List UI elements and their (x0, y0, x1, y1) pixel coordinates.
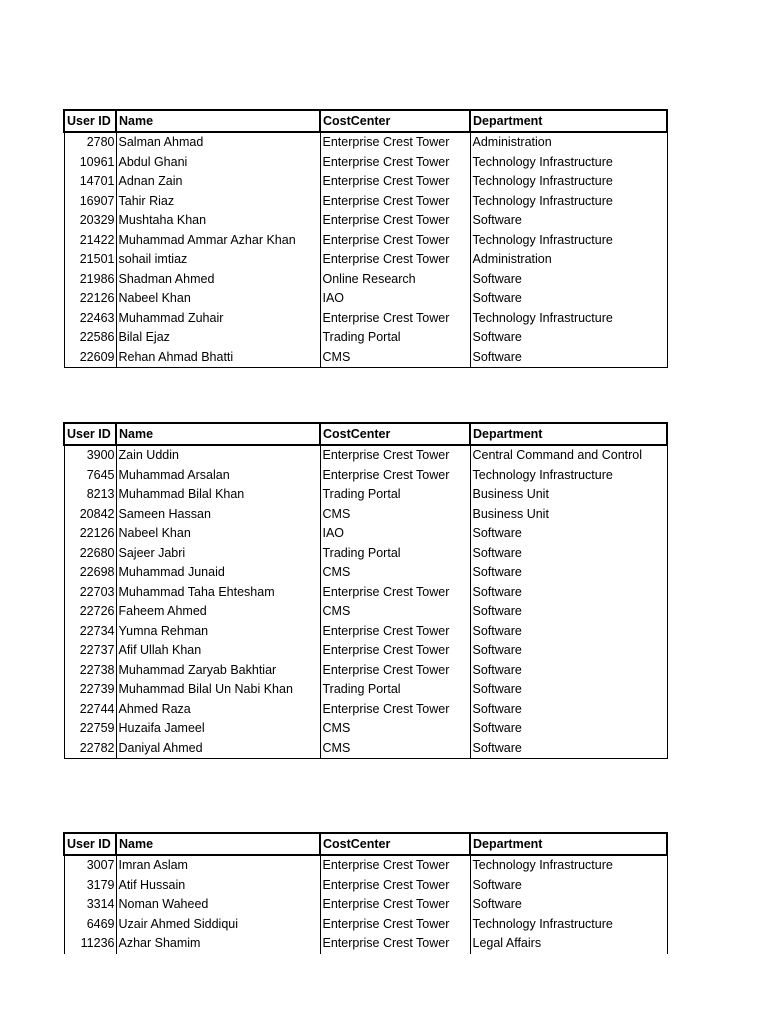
department-cell: Technology Infrastructure (470, 172, 667, 192)
user-id-cell: 2780 (64, 132, 116, 153)
department-cell: Technology Infrastructure (470, 309, 667, 329)
department-cell: Technology Infrastructure (470, 192, 667, 212)
user-id-cell: 22126 (64, 524, 116, 544)
name-cell: Nabeel Khan (116, 524, 320, 544)
user-id-cell: 20842 (64, 505, 116, 525)
cost-center-cell: Enterprise Crest Tower (320, 855, 470, 876)
department-cell: Technology Infrastructure (470, 855, 667, 876)
table-row (64, 855, 667, 876)
cost-center-cell: Enterprise Crest Tower (320, 661, 470, 681)
header-user-id: User ID (64, 833, 116, 855)
name-cell: Mushtaha Khan (116, 211, 320, 231)
department-cell: Central Command and Control (470, 445, 667, 466)
cost-center-cell: IAO (320, 289, 470, 309)
cost-center-cell: Enterprise Crest Tower (320, 231, 470, 251)
table-row (64, 485, 667, 505)
user-id-cell: 10961 (64, 153, 116, 173)
cost-center-cell: Enterprise Crest Tower (320, 192, 470, 212)
department-cell: Software (470, 563, 667, 583)
name-cell: Muhammad Bilal Khan (116, 485, 320, 505)
user-id-cell: 11236 (64, 934, 116, 954)
department-cell: Software (470, 583, 667, 603)
name-cell: Abdul Ghani (116, 153, 320, 173)
name-cell: Ahmed Raza (116, 700, 320, 720)
user-id-cell: 3179 (64, 876, 116, 896)
cost-center-cell: Enterprise Crest Tower (320, 250, 470, 270)
department-cell: Software (470, 270, 667, 290)
table-row (64, 895, 667, 915)
name-cell: Muhammad Taha Ehtesham (116, 583, 320, 603)
table-header-row (64, 110, 667, 132)
user-id-cell: 22739 (64, 680, 116, 700)
user-id-cell: 21501 (64, 250, 116, 270)
header-name: Name (116, 110, 320, 132)
department-cell: Administration (470, 132, 667, 153)
department-cell: Software (470, 348, 667, 368)
user-id-cell: 21422 (64, 231, 116, 251)
name-cell: Muhammad Ammar Azhar Khan (116, 231, 320, 251)
table-row (64, 153, 667, 173)
table-row (64, 348, 667, 368)
table-row (64, 661, 667, 681)
department-cell: Software (470, 524, 667, 544)
user-id-cell: 14701 (64, 172, 116, 192)
name-cell: Yumna Rehman (116, 622, 320, 642)
cost-center-cell: Enterprise Crest Tower (320, 153, 470, 173)
table-row (64, 544, 667, 564)
cost-center-cell: CMS (320, 563, 470, 583)
cost-center-cell: Enterprise Crest Tower (320, 445, 470, 466)
user-id-cell: 22698 (64, 563, 116, 583)
user-table-1 (63, 109, 668, 368)
table-row (64, 524, 667, 544)
name-cell: sohail imtiaz (116, 250, 320, 270)
name-cell: Imran Aslam (116, 855, 320, 876)
name-cell: Muhammad Bilal Un Nabi Khan (116, 680, 320, 700)
name-cell: Shadman Ahmed (116, 270, 320, 290)
name-cell: Muhammad Arsalan (116, 466, 320, 486)
cost-center-cell: CMS (320, 719, 470, 739)
table-row (64, 309, 667, 329)
user-id-cell: 22744 (64, 700, 116, 720)
table-row (64, 700, 667, 720)
header-cost-center: CostCenter (320, 110, 470, 132)
table-row (64, 602, 667, 622)
user-id-cell: 22126 (64, 289, 116, 309)
user-id-cell: 3314 (64, 895, 116, 915)
table-row (64, 739, 667, 759)
cost-center-cell: Enterprise Crest Tower (320, 700, 470, 720)
department-cell: Software (470, 719, 667, 739)
cost-center-cell: Enterprise Crest Tower (320, 583, 470, 603)
table-row (64, 192, 667, 212)
cost-center-cell: Online Research (320, 270, 470, 290)
user-id-cell: 6469 (64, 915, 116, 935)
name-cell: Huzaifa Jameel (116, 719, 320, 739)
table-row (64, 445, 667, 466)
department-cell: Software (470, 211, 667, 231)
header-cost-center: CostCenter (320, 833, 470, 855)
cost-center-cell: CMS (320, 739, 470, 759)
table-header-row (64, 423, 667, 445)
header-department: Department (470, 833, 667, 855)
name-cell: Afif Ullah Khan (116, 641, 320, 661)
cost-center-cell: CMS (320, 602, 470, 622)
header-name: Name (116, 423, 320, 445)
cost-center-cell: Enterprise Crest Tower (320, 895, 470, 915)
user-id-cell: 22680 (64, 544, 116, 564)
department-cell: Software (470, 622, 667, 642)
table-row (64, 622, 667, 642)
name-cell: Faheem Ahmed (116, 602, 320, 622)
user-id-cell: 22734 (64, 622, 116, 642)
cost-center-cell: Enterprise Crest Tower (320, 132, 470, 153)
department-cell: Software (470, 661, 667, 681)
table-row (64, 289, 667, 309)
cost-center-cell: Trading Portal (320, 544, 470, 564)
table-row (64, 132, 667, 153)
table-row (64, 680, 667, 700)
department-cell: Software (470, 328, 667, 348)
cost-center-cell: Enterprise Crest Tower (320, 641, 470, 661)
user-table-2 (63, 422, 668, 759)
name-cell: Rehan Ahmad Bhatti (116, 348, 320, 368)
department-cell: Software (470, 895, 667, 915)
table-row (64, 250, 667, 270)
name-cell: Nabeel Khan (116, 289, 320, 309)
table-row (64, 563, 667, 583)
cost-center-cell: CMS (320, 505, 470, 525)
table-row (64, 505, 667, 525)
table-row (64, 172, 667, 192)
cost-center-cell: Enterprise Crest Tower (320, 211, 470, 231)
user-id-cell: 16907 (64, 192, 116, 212)
table-row (64, 915, 667, 935)
header-department: Department (470, 110, 667, 132)
table-row (64, 719, 667, 739)
department-cell: Software (470, 289, 667, 309)
user-id-cell: 21986 (64, 270, 116, 290)
user-id-cell: 22609 (64, 348, 116, 368)
user-id-cell: 7645 (64, 466, 116, 486)
user-id-cell: 22703 (64, 583, 116, 603)
table-row (64, 641, 667, 661)
cost-center-cell: Enterprise Crest Tower (320, 622, 470, 642)
department-cell: Software (470, 544, 667, 564)
cost-center-cell: Enterprise Crest Tower (320, 309, 470, 329)
name-cell: Sajeer Jabri (116, 544, 320, 564)
user-id-cell: 22759 (64, 719, 116, 739)
cost-center-cell: Trading Portal (320, 680, 470, 700)
department-cell: Software (470, 602, 667, 622)
table-row (64, 211, 667, 231)
user-id-cell: 22726 (64, 602, 116, 622)
name-cell: Muhammad Zuhair (116, 309, 320, 329)
name-cell: Azhar Shamim (116, 934, 320, 954)
header-name: Name (116, 833, 320, 855)
name-cell: Adnan Zain (116, 172, 320, 192)
table-row (64, 934, 667, 954)
name-cell: Tahir Riaz (116, 192, 320, 212)
name-cell: Noman Waheed (116, 895, 320, 915)
cost-center-cell: IAO (320, 524, 470, 544)
department-cell: Technology Infrastructure (470, 915, 667, 935)
user-id-cell: 22738 (64, 661, 116, 681)
name-cell: Uzair Ahmed Siddiqui (116, 915, 320, 935)
department-cell: Business Unit (470, 485, 667, 505)
table-row (64, 466, 667, 486)
cost-center-cell: Enterprise Crest Tower (320, 876, 470, 896)
table-row (64, 270, 667, 290)
user-table-3 (63, 832, 668, 954)
department-cell: Software (470, 739, 667, 759)
cost-center-cell: Trading Portal (320, 485, 470, 505)
cost-center-cell: Trading Portal (320, 328, 470, 348)
name-cell: Salman Ahmad (116, 132, 320, 153)
cost-center-cell: CMS (320, 348, 470, 368)
header-department: Department (470, 423, 667, 445)
name-cell: Bilal Ejaz (116, 328, 320, 348)
user-id-cell: 3900 (64, 445, 116, 466)
name-cell: Zain Uddin (116, 445, 320, 466)
department-cell: Technology Infrastructure (470, 231, 667, 251)
cost-center-cell: Enterprise Crest Tower (320, 915, 470, 935)
department-cell: Software (470, 876, 667, 896)
cost-center-cell: Enterprise Crest Tower (320, 934, 470, 954)
table-row (64, 583, 667, 603)
department-cell: Software (470, 641, 667, 661)
table-header-row (64, 833, 667, 855)
header-cost-center: CostCenter (320, 423, 470, 445)
name-cell: Muhammad Junaid (116, 563, 320, 583)
header-user-id: User ID (64, 110, 116, 132)
cost-center-cell: Enterprise Crest Tower (320, 172, 470, 192)
user-id-cell: 20329 (64, 211, 116, 231)
name-cell: Sameen Hassan (116, 505, 320, 525)
user-id-cell: 8213 (64, 485, 116, 505)
department-cell: Technology Infrastructure (470, 466, 667, 486)
name-cell: Atif Hussain (116, 876, 320, 896)
table-row (64, 231, 667, 251)
department-cell: Business Unit (470, 505, 667, 525)
cost-center-cell: Enterprise Crest Tower (320, 466, 470, 486)
header-user-id: User ID (64, 423, 116, 445)
department-cell: Technology Infrastructure (470, 153, 667, 173)
department-cell: Administration (470, 250, 667, 270)
user-id-cell: 22737 (64, 641, 116, 661)
name-cell: Muhammad Zaryab Bakhtiar (116, 661, 320, 681)
table-row (64, 328, 667, 348)
user-id-cell: 22782 (64, 739, 116, 759)
department-cell: Software (470, 700, 667, 720)
department-cell: Software (470, 680, 667, 700)
department-cell: Legal Affairs (470, 934, 667, 954)
user-id-cell: 22463 (64, 309, 116, 329)
user-id-cell: 22586 (64, 328, 116, 348)
table-row (64, 876, 667, 896)
user-id-cell: 3007 (64, 855, 116, 876)
name-cell: Daniyal Ahmed (116, 739, 320, 759)
